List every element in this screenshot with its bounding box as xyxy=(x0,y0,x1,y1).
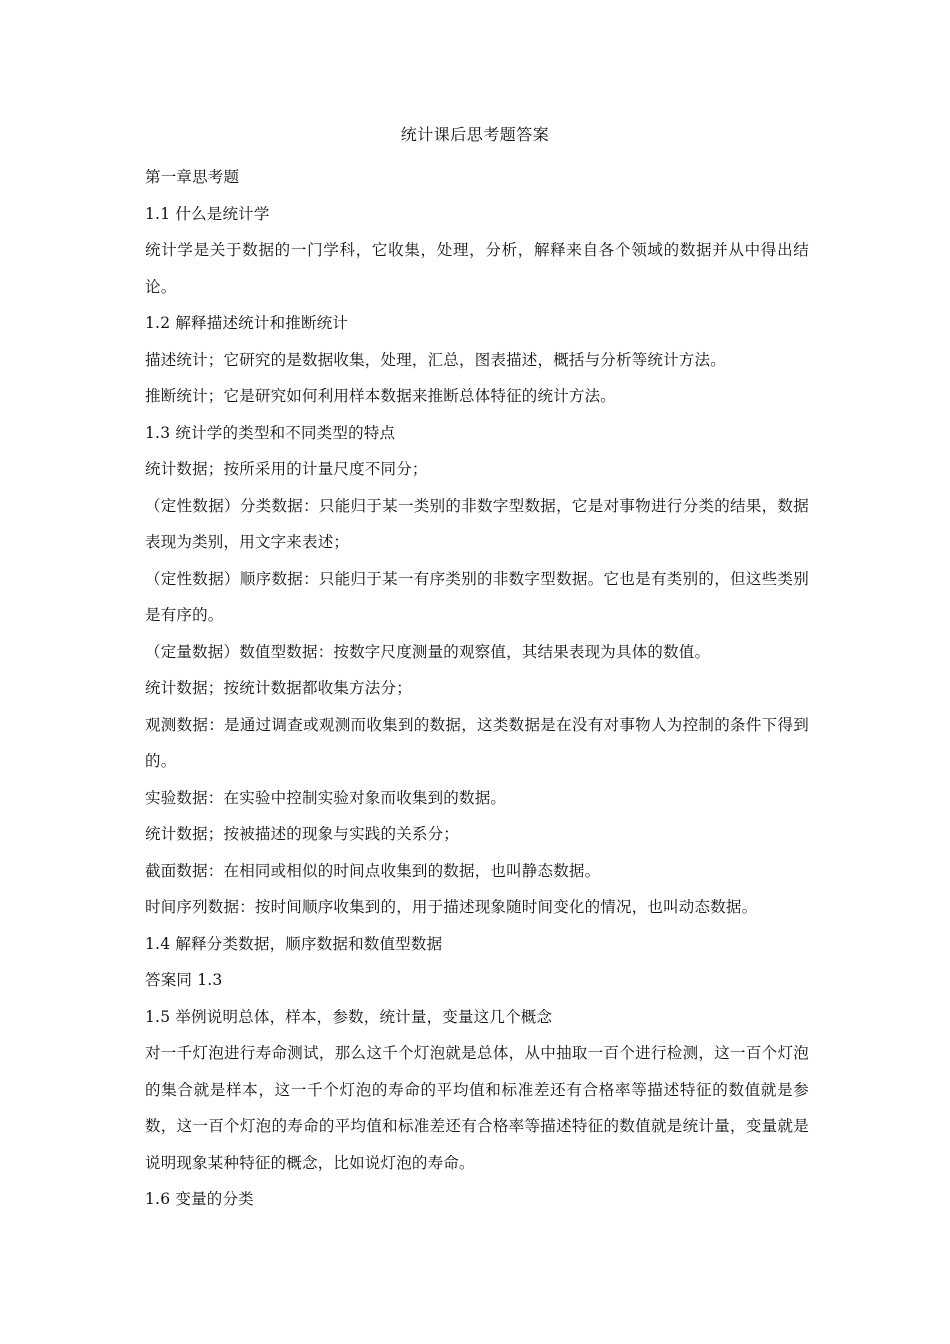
question-heading: 1.6 变量的分类 xyxy=(145,1190,254,1208)
paragraph: （定量数据）数值型数据：按数字尺度测量的观察值，其结果表现为具体的数值。 xyxy=(145,642,711,661)
question-heading: 1.2 解释描述统计和推断统计 xyxy=(145,314,349,332)
paragraph: 描述统计；它研究的是数据收集，处理，汇总，图表描述，概括与分析等统计方法。 xyxy=(145,350,726,369)
paragraph: 对一千灯泡进行寿命测试，那么这千个灯泡就是总体，从中抽取一百个进行检测，这一百个灯泡的集合就是样本，这一千个灯泡的寿命的平均值和标准差还有合格率等描述特征的数值就是参数，这一百个灯泡的寿命的平均值和标准差还有合格率等描述特征的数值就是统计量，变量就是说明现象某种特征的概念，比如说灯泡的寿命。 xyxy=(145,1044,809,1172)
document-body xyxy=(145,159,809,1218)
document-title: 统计课后思考题答案 xyxy=(400,125,550,144)
paragraph: 统计数据；按被描述的现象与实践的关系分； xyxy=(145,825,460,843)
paragraph: 统计学是关于数据的一门学科，它收集，处理，分析，解释来自各个领域的数据并从中得出结论。 xyxy=(145,241,809,296)
paragraph: （定性数据）分类数据：只能归于某一类别的非数字型数据，它是对事物进行分类的结果，数据表现为类别，用文字来表述； xyxy=(145,496,809,551)
paragraph: 答案同 1.3 xyxy=(145,971,223,989)
paragraph: 实验数据：在实验中控制实验对象而收集到的数据。 xyxy=(145,788,507,807)
paragraph: （定性数据）顺序数据：只能归于某一有序类别的非数字型数据。它也是有类别的，但这些类别是有序的。 xyxy=(145,569,809,624)
paragraph: 推断统计；它是研究如何利用样本数据来推断总体特征的统计方法。 xyxy=(145,387,617,405)
paragraph: 截面数据：在相同或相似的时间点收集到的数据，也叫静态数据。 xyxy=(145,861,601,880)
question-heading: 1.4 解释分类数据，顺序数据和数值型数据 xyxy=(145,934,443,953)
chapter-heading: 第一章思考题 xyxy=(145,168,240,186)
question-heading: 1.1 什么是统计学 xyxy=(145,204,270,223)
paragraph: 观测数据：是通过调查或观测而收集到的数据，这类数据是在没有对事物人为控制的条件下得到的。 xyxy=(145,715,809,770)
question-heading: 1.5 举例说明总体，样本，参数，统计量，变量这几个概念 xyxy=(145,1007,553,1026)
paragraph: 统计数据；按所采用的计量尺度不同分； xyxy=(145,460,428,478)
paragraph: 统计数据；按统计数据都收集方法分； xyxy=(145,679,412,697)
paragraph: 时间序列数据：按时间顺序收集到的，用于描述现象随时间变化的情况，也叫动态数据。 xyxy=(145,898,758,916)
question-heading: 1.3 统计学的类型和不同类型的特点 xyxy=(145,423,396,442)
